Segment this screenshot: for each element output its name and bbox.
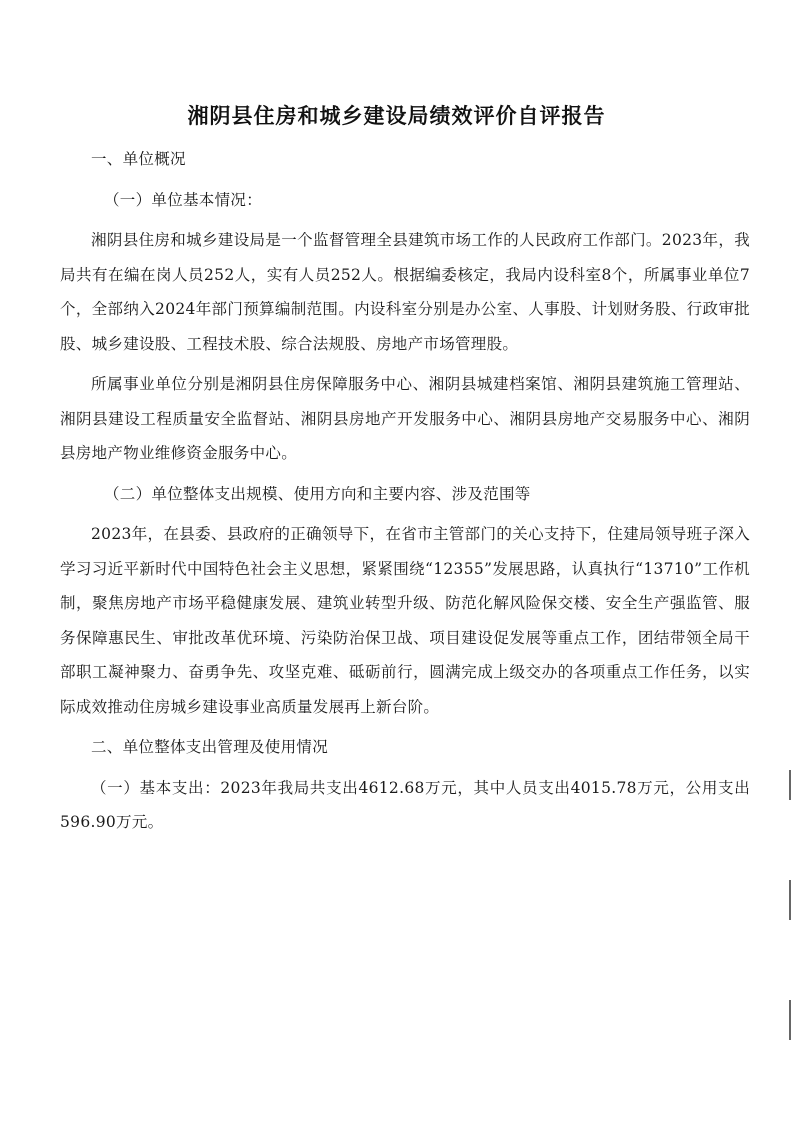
paragraph-annual-work: 2023年，在县委、县政府的正确领导下，在省市主管部门的关心支持下，住建局领导班子深入学习习近平新时代中国特色社会主义思想，紧紧围绕“12355”发展思路，认真执行“13710”工作机制，聚焦房地产市场平稳健康发展、建筑业转型升级、防范化解风险保交楼、安全生产强监管、服务保障惠民生、审批改革优环境、污染防治保卫战、项目建设促发展等重点工作，团结带领全局干部职工凝神聚力、奋勇争先、攻坚克难、砥砺前行，圆满完成上级交办的各项重点工作任务，以实际成效推动住房城乡建设事业高质量发展再上新台阶。 <box>60 525 750 716</box>
subsection-heading-basic-info: （一）单位基本情况： <box>104 190 263 209</box>
scan-edge-mark <box>789 880 791 920</box>
document-body <box>60 142 750 840</box>
subsection-heading-expenditure-scale: （二）单位整体支出规模、使用方向和主要内容、涉及范围等 <box>104 484 531 503</box>
scan-edge-mark <box>789 770 791 800</box>
scan-edge-mark <box>789 1000 791 1040</box>
section-heading-unit-overview: 一、单位概况 <box>91 150 186 168</box>
paragraph-basic-expenditure: （一）基本支出：2023年我局共支出4612.68万元，其中人员支出4015.78万元，公用支出596.90万元。 <box>60 778 750 831</box>
document-title: 湘阴县住房和城乡建设局绩效评价自评报告 <box>187 103 606 128</box>
paragraph-basic-info: 湘阴县住房和城乡建设局是一个监督管理全县建筑市场工作的人民政府工作部门。2023年，我局共有在编在岗人员252人，实有人员252人。根据编委核定，我局内设科室8个，所属事业单位7个，全部纳入2024年部门预算编制范围。内设科室分别是办公室、人事股、计划财务股、行政审批股、城乡建设股、工程技术股、综合法规股、房地产市场管理股。 <box>60 231 750 353</box>
section-heading-expenditure-management: 二、单位整体支出管理及使用情况 <box>91 738 329 756</box>
paragraph-affiliated-units: 所属事业单位分别是湘阴县住房保障服务中心、湘阴县城建档案馆、湘阴县建筑施工管理站、湘阴县建设工程质量安全监督站、湘阴县房地产开发服务中心、湘阴县房地产交易服务中心、湘阴县房地产物业维修资金服务中心。 <box>60 375 750 462</box>
